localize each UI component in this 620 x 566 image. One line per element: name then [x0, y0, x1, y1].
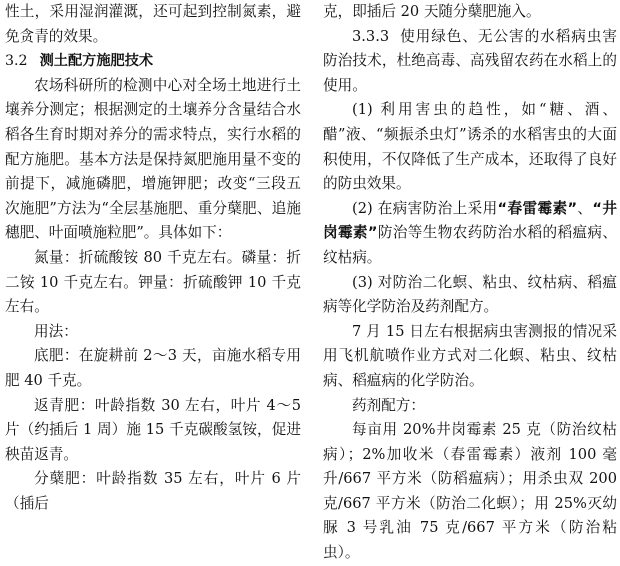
left-column: [5, 0, 301, 516]
section-heading-3-2: [5, 49, 301, 74]
section-number: 3.2: [5, 53, 28, 70]
section-title: 测土配方施肥技术: [39, 53, 154, 70]
pesticide-name-1: “春雷霉素”: [497, 199, 578, 217]
item-2-text: (2) 在病害防治上采用: [352, 199, 498, 217]
paragraph-continued: 性土，采用湿润灌溉，还可起到控制氮素，避免贪青的效果。: [5, 3, 301, 45]
paragraph-method: 农场科研所的检测中心对全场土地进行土壤养分测定；根据测定的土壤养分含量结合水稻各生育时期对养分的需求特点，实行水稻的配方施肥。基本方法是保持氮肥施用量不变的前提下，减施磷肥，增施钾肥；改变“三段五次施肥”方法为“全层基施肥、重分蘖肥、追施穗肥、叶面喷施粒肥”。具体如下：: [5, 76, 301, 242]
paragraph-dosage: 氮量：折硫酸铵 80 千克左右。磷量：折二铵 10 千克左右。钾量：折硫酸钾 10 千克左右。: [5, 248, 301, 316]
paragraph-tillering-fertilizer: 分蘖肥：叶龄指数 35 左右，叶片 6 片（插后: [5, 470, 301, 512]
item-2-text-end: 防治等生物农药防治水稻的稻瘟病、纹枯病。: [323, 224, 617, 266]
separator: 、: [577, 199, 593, 217]
paragraph-item-3: (3) 对防治二化螟、粘虫、纹枯病、稻瘟病等化学防治及药剂配方。: [323, 273, 617, 316]
section-heading-3-3-3: [323, 25, 617, 99]
paragraph-formula-label: 药剂配方：: [352, 396, 425, 414]
section-number: 3.3.3: [352, 27, 390, 45]
paragraph-base-fertilizer: 底肥：在旋耕前 2～3 天，亩施水稻专用肥 40 千克。: [5, 347, 301, 389]
section-text: 使用绿色、无公害的水稻病虫害防治技术，杜绝高毒、高残留农药在水稻上的使用。: [323, 27, 617, 94]
paragraph-continued: 克，即插后 20 天随分蘖肥施入。: [323, 3, 541, 20]
paragraph-formula: 每亩用 20%井岗霉素 25 克（防治纹枯病）；2%加收米（春雷霉素）液剂 100 毫升/667 平方米（防稻瘟病）；用杀虫双 200 克/667 平方米（防治二化螟）；用 25%灭幼脲 3 号乳油 75 克/667 平方米（防治粘虫）。: [323, 421, 617, 562]
paragraph-item-1: (1) 利用害虫的趋性，如“糖、酒、醋”液、“频振杀虫灯”诱杀的水稻害虫的大面积使用，不仅降低了生产成本，还取得了良好的防虫效果。: [323, 101, 617, 193]
paragraph-usage-label: 用法：: [34, 322, 78, 340]
paragraph-aerial-spraying: 7 月 15 日左右根据病虫害测报的情况采用飞机航喷作业方式对二化螟、粘虫、纹枯病、稻瘟病的化学防治。: [323, 322, 617, 389]
right-column: [323, 0, 617, 566]
pesticide-name-2: “井岗霉素”: [323, 199, 617, 242]
paragraph-item-2: [323, 197, 617, 271]
paragraph-greening-fertilizer: 返青肥：叶龄指数 30 左右，叶片 4～5 片（约插后 1 周）施 15 千克碳酸氢铵，促进秧苗返青。: [5, 396, 301, 463]
